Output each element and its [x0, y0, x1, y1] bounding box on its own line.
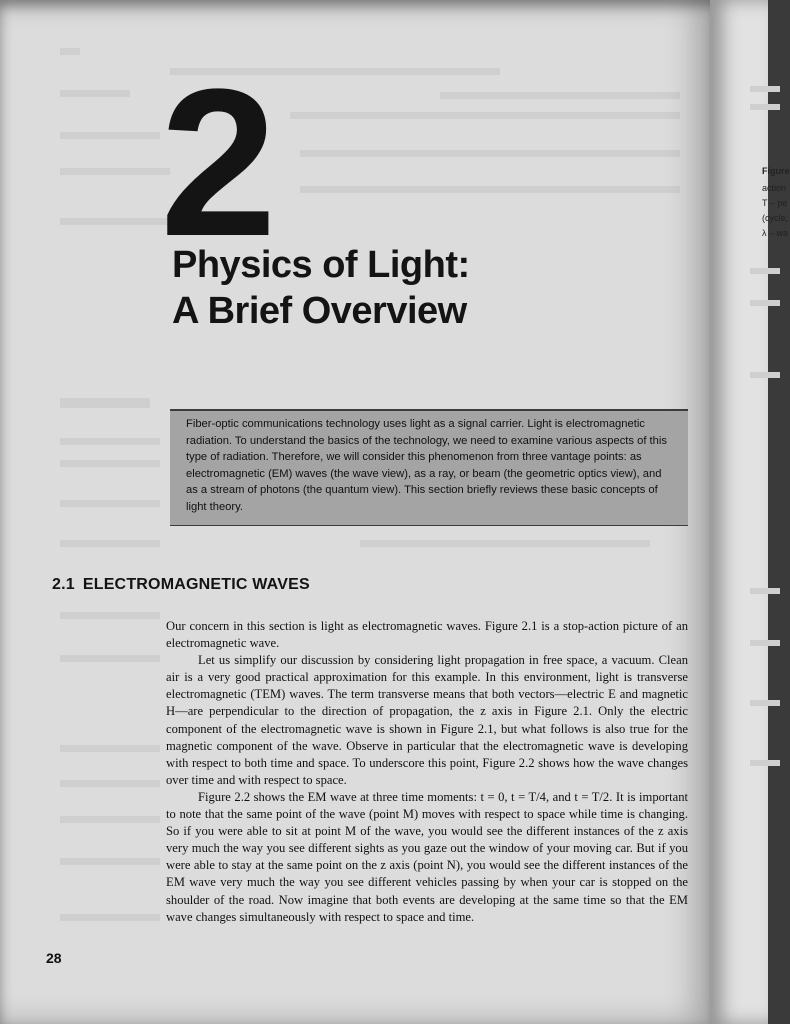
chapter-intro-box	[170, 409, 688, 526]
section-title: ELECTROMAGNETIC WAVES	[82, 576, 310, 593]
facing-fragment-3: T – pe	[762, 198, 788, 208]
paragraph-3: Figure 2.2 shows the EM wave at three time moments: t = 0, t = T/4, and t = T/2. It is important to note that the same point of the wave (point M) moves with respect to space while time is changing. So if you were able to sit at point M of the wave, you would see the different instances of the z axis very much the way you see different sights as you gaze out the window of your moving car. But if you were able to stay at the same point on the z axis (point N), you would see the different instances of the EM wave very much the way you see different vehicles passing by when your car is stopped on the shoulder of the road. Now imagine that both events are developing at the same time so that the EM wave changes simultaneously with respect to space and time.	[166, 789, 688, 924]
chapter-number: 2	[160, 45, 271, 280]
facing-fragment-5: λ – wa	[762, 228, 789, 238]
facing-fragment-4: (cycle,	[762, 213, 789, 223]
chapter-title-line-2: A Brief Overview	[172, 290, 467, 332]
page-number: 28	[46, 950, 62, 966]
body-text	[166, 618, 688, 926]
section-number: 2.1	[52, 576, 75, 593]
chapter-title	[172, 242, 470, 334]
facing-fragment-1: Figure	[762, 166, 790, 176]
chapter-title-line-1: Physics of Light:	[172, 244, 470, 286]
chapter-intro-text: Fiber-optic communications technology uses light as a signal carrier. Light is electromagnetic radiation. To understand the basics of the technology, we need to examine various aspects of this type of radiation. Therefore, we will consider this phenomenon from three vantage points: as electromagnetic (EM) waves (the wave view), as a ray, or beam (the geometric optics view), and as a stream of photons (the quantum view). This section briefly reviews these basic concepts of light theory.	[186, 418, 667, 513]
facing-page-edge	[710, 0, 790, 1024]
paragraph-1: Our concern in this section is light as electromagnetic waves. Figure 2.1 is a stop-action picture of an electromagnetic wave.	[166, 619, 688, 651]
facing-fragment-2: action	[762, 183, 787, 193]
paragraph-2: Let us simplify our discussion by considering light propagation in free space, a vacuum. Clean air is a very good practical approximation for this example. In this environment, light is transverse electromagnetic (TEM) waves. The term transverse means that both vectors—electric E and magnetic H—are perpendicular to the direction of propagation, the z axis in Figure 2.1. Only the electric component of the electromagnetic wave is shown in Figure 2.1, but what follows is also true for the magnetic component of the wave. Observe in particular that the electromagnetic wave is developing with respect to both time and space. To underscore this point, Figure 2.2 shows how the wave changes over time and with respect to space.	[166, 653, 688, 787]
section-heading	[52, 576, 310, 594]
